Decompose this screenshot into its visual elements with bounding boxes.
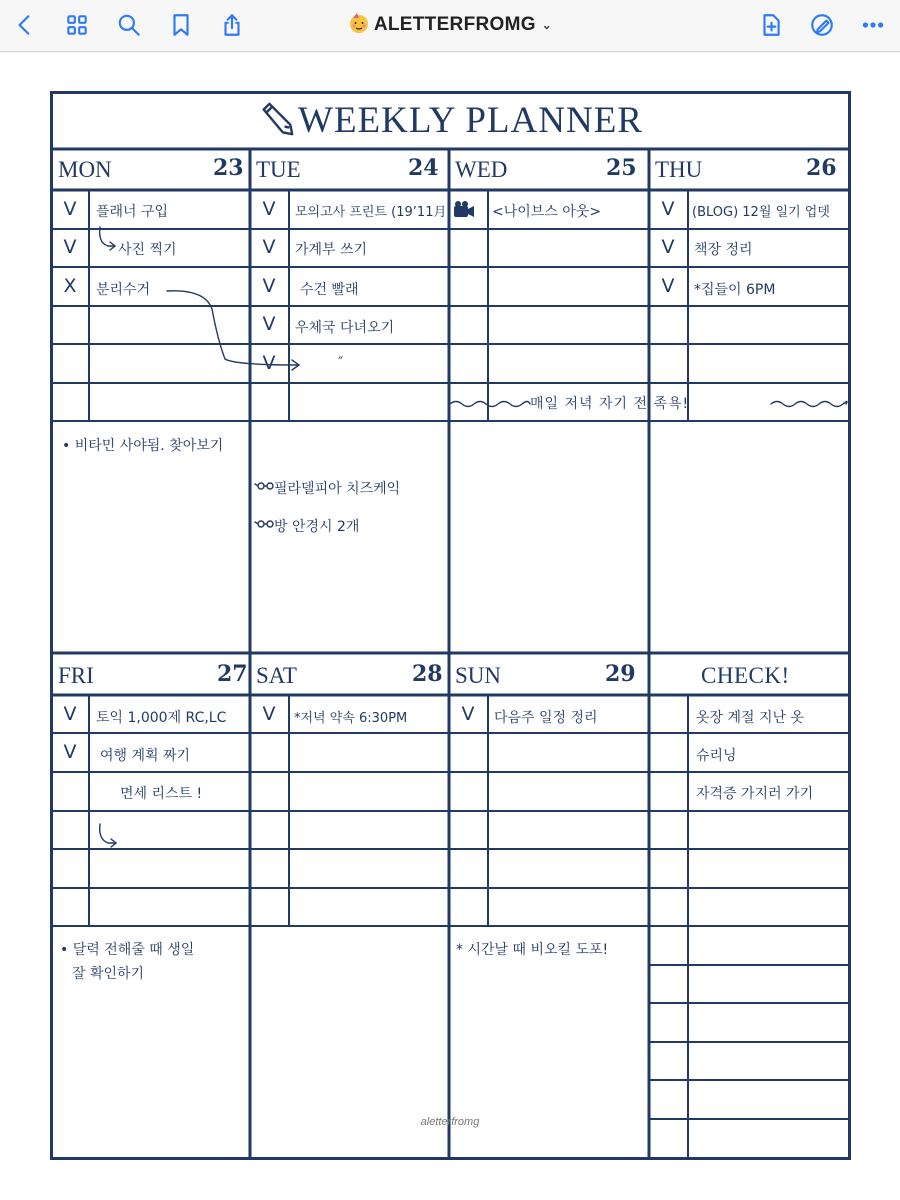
check-item-2: 슈리닝	[696, 748, 737, 764]
tue-task-5: ″	[338, 355, 344, 371]
check-item-3: 자격증 가지러 가기	[696, 786, 814, 802]
day-name-wed: WED	[455, 157, 508, 182]
day-date-thu: 26	[806, 155, 837, 181]
sun-note: * 시간날 때 비오킬 도포!	[456, 942, 609, 958]
day-date-fri: 27	[217, 661, 248, 687]
more-icon[interactable]	[858, 10, 888, 40]
sat-mark-1[interactable]: V	[262, 703, 276, 725]
wed-banner: 매일 저녁 자기 전 족욕!	[530, 396, 690, 412]
tue-task-4: 우체국 다녀오기	[295, 320, 395, 336]
mon-task-2: 사진 찍기	[118, 242, 177, 258]
tue-mark-4[interactable]: V	[262, 313, 276, 335]
wed-task-1: <나이브스 아웃>	[492, 204, 602, 220]
thu-mark-1[interactable]: V	[661, 198, 675, 220]
weekly-planner	[50, 91, 851, 1160]
check-header: CHECK!	[701, 663, 790, 688]
title-text: ALETTERFROMG	[373, 14, 536, 35]
tue-mark-2[interactable]: V	[262, 236, 276, 258]
fri-task-1: 토익 1,000제 RC,LC	[96, 710, 227, 726]
thu-task-3: *집들이 6PM	[694, 282, 776, 298]
day-name-mon: MON	[58, 157, 112, 182]
fri-mark-1[interactable]: V	[63, 703, 77, 725]
planner-title	[50, 99, 851, 142]
mon-note: • 비타민 사야됨. 찾아보기	[62, 438, 224, 454]
tue-note-2: 방 안경시 2개	[274, 519, 360, 535]
tue-task-2: 가계부 쓰기	[295, 242, 368, 258]
day-date-sat: 28	[412, 661, 443, 687]
day-name-tue: TUE	[256, 157, 301, 182]
add-page-icon[interactable]	[756, 10, 786, 40]
day-name-sat: SAT	[256, 663, 297, 688]
day-name-thu: THU	[655, 157, 703, 182]
mon-task-1: 플래너 구입	[96, 204, 169, 220]
tue-task-3: 수건 빨래	[300, 282, 359, 298]
sun-task-1: 다음주 일정 정리	[494, 710, 598, 726]
pencil-icon	[258, 100, 296, 138]
day-date-wed: 25	[606, 155, 637, 181]
mon-task-3: 분리수거	[96, 282, 151, 298]
video-camera-icon	[454, 201, 474, 217]
fri-note-line-1: • 달력 전해줄 때 생일	[60, 942, 195, 958]
fri-task-3: 면세 리스트 !	[120, 786, 203, 802]
sun-mark-1[interactable]: V	[461, 703, 475, 725]
fri-mark-2[interactable]: V	[63, 741, 77, 763]
mon-mark-2[interactable]: V	[63, 236, 77, 258]
day-date-mon: 23	[213, 155, 244, 181]
mon-mark-1[interactable]: V	[63, 198, 77, 220]
tue-mark-5[interactable]: V	[262, 352, 276, 374]
tue-note-1: 필라델피아 치즈케익	[274, 481, 401, 497]
sat-task-1: *저녁 약속 6:30PM	[294, 711, 408, 726]
day-name-fri: FRI	[58, 663, 94, 688]
thu-task-2: 책장 정리	[694, 242, 753, 258]
day-name-sun: SUN	[455, 663, 502, 688]
document-page	[0, 53, 900, 1200]
top-toolbar	[0, 0, 900, 52]
tue-mark-3[interactable]: V	[262, 275, 276, 297]
tue-mark-1[interactable]: V	[262, 198, 276, 220]
planner-title-text: WEEKLY PLANNER	[298, 100, 643, 141]
title-emoji	[348, 12, 370, 36]
footer-watermark: aletterfromg	[420, 1116, 480, 1128]
tue-task-1: 모의고사 프린트 (19’11月)	[295, 205, 452, 220]
thu-task-1: (BLOG) 12월 일기 업뎃	[692, 205, 830, 220]
fri-note-line-2: 잘 확인하기	[72, 966, 145, 982]
markup-icon[interactable]	[807, 10, 837, 40]
chevron-down-icon[interactable]: ⌄	[541, 17, 553, 32]
thu-mark-3[interactable]: V	[661, 275, 675, 297]
day-date-tue: 24	[408, 155, 439, 181]
fri-task-2: 여행 계획 짜기	[100, 748, 191, 764]
thu-mark-2[interactable]: V	[661, 236, 675, 258]
mon-mark-3[interactable]: X	[63, 275, 77, 297]
day-date-sun: 29	[605, 661, 636, 687]
check-item-1: 옷장 계절 지난 옷	[696, 710, 805, 726]
